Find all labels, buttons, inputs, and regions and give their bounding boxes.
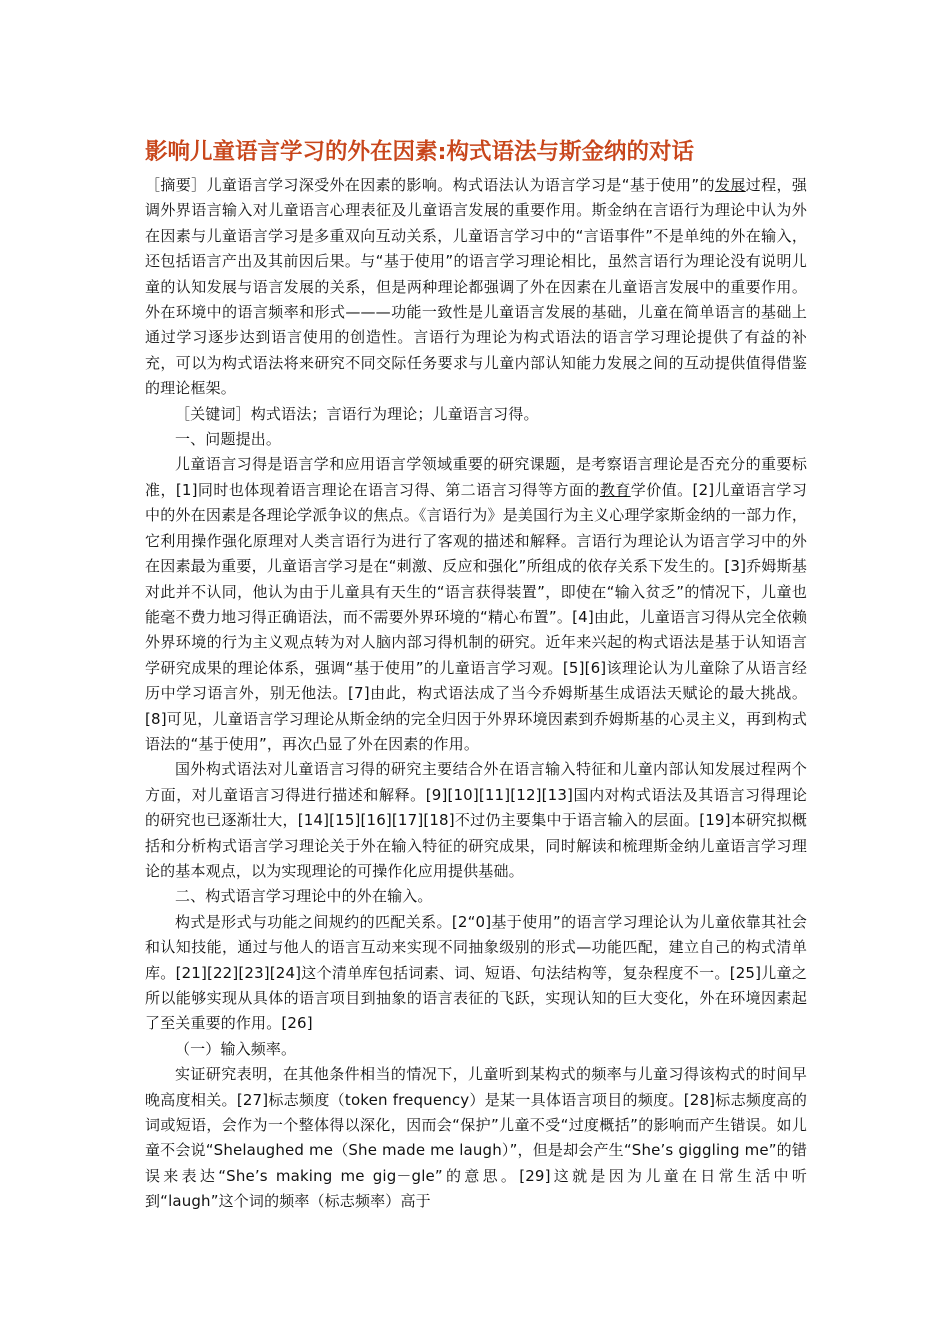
subsection-heading-input-frequency: （一）输入频率。 xyxy=(175,1039,297,1058)
body-paragraph-2: 国外构式语法对儿童语言习得的研究主要结合外在语言输入特征和儿童内部认知发展过程两个方面，对儿童语言习得进行描述和解释。[9][10][11][12][13]国内对构式语法及其语言习得理论的研究也已逐渐壮大，[14][15][16][17][18]不过仍主要集中于语言输入的层面。[19]本研究拟概括和分析构式语言学习理论关于外在输入特征的研究成果，同时解读和梳理斯金纳儿童语言学习理论的基本观点，以为实现理论的可操作化应用提供基础。 xyxy=(145,760,807,880)
abstract-text-continued: 过程，强调外界语言输入对儿童语言心理表征及儿童语言发展的重要作用。斯金纳在言语行为理论中认为外在因素与儿童语言学习是多重双向互动关系，儿童语言学习中的“言语事件”不是单纯的外在输入，还包括语言产出及其前因后果。与“基于使用”的语言学习理论相比，虽然言语行为理论没有说明儿童的认知发展与语言发展的关系，但是两种理论都强调了外在因素在儿童语言发展中的重要作用。外在环境中的语言频率和形式———功能一致性是儿童语言发展的基础，儿童在简单语言的基础上通过学习逐步达到语言使用的创造性。言语行为理论为构式语法的语言学习理论提供了有益的补充，可以为构式语法将来研究不同交际任务要求与儿童内部认知能力发展之间的互动提供值得借鉴的理论框架。 xyxy=(145,176,807,398)
article-title: 影响儿童语言学习的外在因素:构式语法与斯金纳的对话 xyxy=(145,139,694,165)
section-heading-1: 一、问题提出。 xyxy=(175,430,282,449)
abstract-text: ［摘要］儿童语言学习深受外在因素的影响。构式语法认为语言学习是“基于使用”的 xyxy=(145,176,715,194)
link-education[interactable]: 教育 xyxy=(599,480,631,499)
abstract-paragraph xyxy=(145,173,807,402)
keywords: ［关键词］构式语法；言语行为理论；儿童语言习得。 xyxy=(175,404,539,423)
link-development[interactable]: 发展 xyxy=(714,176,746,194)
paragraph-text: 儿童语言习得是语言学和应用语言学领域重要的研究课题，是考察语言理论是否充分的重要标准，[1]同时也体现着语言理论在语言习得、第二语言习得等方面的 xyxy=(145,455,807,499)
body-paragraph-3: 构式是形式与功能之间规约的匹配关系。[2“0]基于使用”的语言学习理论认为儿童依靠其社会和认知技能，通过与他人的语言互动来实现不同抽象级别的形式—功能匹配，建立自己的构式清单库。[21][22][23][24]这个清单库包括词素、词、短语、句法结构等，复杂程度不一。[25]儿童之所以能够实现从具体的语言项目到抽象的语言表征的飞跃，实现认知的巨大变化，外在环境因素起了至关重要的作用。[26] xyxy=(145,912,807,1033)
body-paragraph-1 xyxy=(145,452,807,757)
article-body xyxy=(145,137,807,1215)
section-heading-2: 二、构式语言学习理论中的外在输入。 xyxy=(175,887,433,906)
body-paragraph-4: 实证研究表明，在其他条件相当的情况下，儿童听到某构式的频率与儿童习得该构式的时间早晚高度相关。[27]标志频度（token frequency）是某一具体语言项目的频度。[28]标志频度高的词或短语，会作为一个整体得以深化，因而会“保护”儿童不受“过度概括”的影响而产生错误。如儿童不会说“Shelaughed me（She made me laugh）”，但是却会产生“She’s giggling me”的错误来表达“She’s making me gig－gle”的意思。[29]这就是因为儿童在日常生活中听到“laugh”这个词的频率（标志频率）高于 xyxy=(145,1065,807,1211)
paragraph-text-continued: 学价值。[2]儿童语言学习中的外在因素是各理论学派争议的焦点。《言语行为》是美国行为主义心理学家斯金纳的一部力作，它利用操作强化原理对人类言语行为进行了客观的描述和解释。言语行为理论认为语言学习中的外在因素最为重要，儿童语言学习是在“刺激、反应和强化”所组成的依存关系下发生的。[3]乔姆斯基对此并不认同，他认为由于儿童具有天生的“语言获得装置”，即使在“输入贫乏”的情况下，儿童也能毫不费力地习得正确语法，而不需要外界环境的“精心布置”。[4]由此，儿童语言习得从完全依赖外界环境的行为主义观点转为对人脑内部习得机制的研究。近年来兴起的构式语法是基于认知语言学研究成果的理论体系，强调“基于使用”的儿童语言学习观。[5][6]该理论认为儿童除了从语言经历中学习语言外，别无他法。[7]由此，构式语法成了当今乔姆斯基生成语法天赋论的最大挑战。[8]可见，儿童语言学习理论从斯金纳的完全归因于外界环境因素到乔姆斯基的心灵主义，再到构式语法的“基于使用”，再次凸显了外在因素的作用。 xyxy=(145,480,808,753)
